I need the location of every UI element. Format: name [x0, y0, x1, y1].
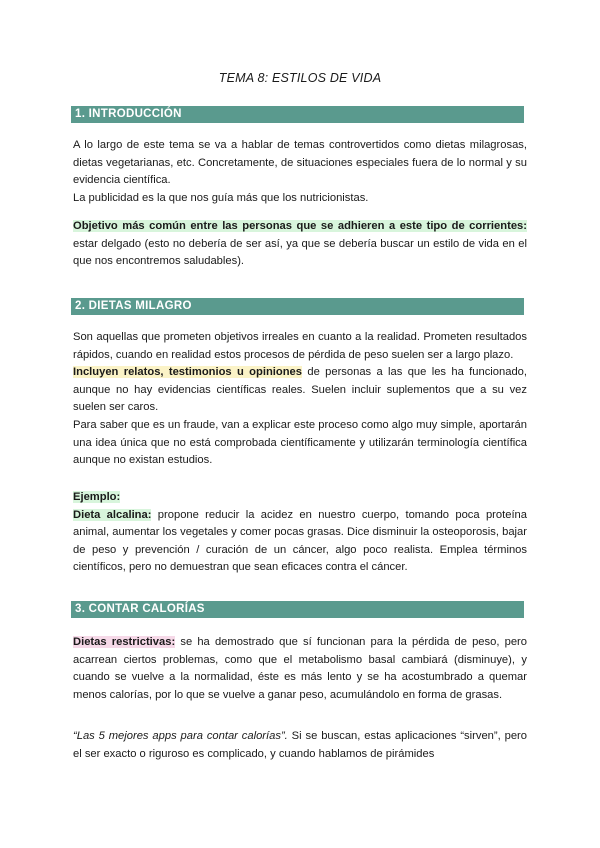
objective-text: estar delgado (esto no debería de ser así, ya que se debería buscar un estilo de vida en el que nos encontremos saludables). [73, 237, 527, 268]
milagro-paragraph [73, 329, 527, 470]
example-label: Ejemplo: [73, 491, 121, 503]
calorias-text-1: se ha demostrado que sí funcionan para la pérdida de peso, pero acarrean ciertos problemas, como que el metabolismo basal cambiará (disminuye), y cuando se vuelve a la normalidad, éste es más lento y se ha acostumbrado a quemar menos calorías, por lo que se vuelve a ganar peso, acumulándolo en forma de grasas. [73, 636, 527, 701]
dietas-restrictivas-highlight: Dietas restrictivas: [73, 636, 176, 648]
section-heading-contar-calorias: 3. CONTAR CALORÍAS [71, 601, 524, 618]
section-heading-introduccion: 1. INTRODUCCIÓN [71, 106, 524, 123]
testimonios-highlight: Incluyen relatos, testimonios u opiniones [73, 366, 302, 379]
calorias-paragraph [73, 634, 527, 704]
dieta-alcalina-highlight: Dieta alcalina: [73, 508, 152, 521]
apps-text: Si se buscan, estas aplicaciones “sirven”, pero el ser exacto o riguroso es complicado, y cuando hablamos de pirámides [73, 730, 527, 760]
example-paragraph [73, 489, 527, 577]
intro-text-2: La publicidad es la que nos guía más que los nutricionistas. [73, 191, 369, 204]
objective-highlight: Objetivo más común entre las personas que se adhieren a este tipo de corrientes: [73, 220, 527, 232]
example-text: propone reducir la acidez en nuestro cuerpo, tomando poca proteína animal, aumentar los vegetales y comer pocas grasas. Dice disminuir la osteoporosis, bajar de peso y prevención / curación de un cáncer, algo poco realista. Emplea términos científicos, pero no demuestran que sean eficaces contra el cáncer. [73, 508, 527, 574]
intro-objective-paragraph [73, 218, 527, 271]
page-title: TEMA 8: ESTILOS DE VIDA [218, 71, 382, 85]
apps-quote: “Las 5 mejores apps para contar calorías”. [73, 730, 288, 742]
intro-text-1: A lo largo de este tema se va a hablar de temas controvertidos como dietas milagrosas, dietas vegetarianas, etc. Concretamente, de situaciones especiales fuera de lo normal y su evidencia científica. [73, 139, 527, 187]
milagro-text-1: Son aquellas que prometen objetivos irreales en cuanto a la realidad. Prometen resultados rápidos, cuando en realidad estos procesos de pérdida de peso suelen ser a largo plazo. [73, 331, 527, 361]
intro-paragraph [73, 137, 527, 207]
apps-paragraph [73, 728, 527, 763]
milagro-text-3: Para saber que es un fraude, van a explicar este proceso como algo muy simple, aportarán una idea única que no está comprobada científicamente y utilizarán terminología científica aunque no existan estudios. [73, 418, 527, 467]
section-heading-dietas-milagro: 2. DIETAS MILAGRO [71, 298, 524, 315]
milagro-text-2: de personas a las que les ha funcionado, aunque no hay evidencias científicas reales. Suelen incluir suplementos que a su vez suelen ser caros. [73, 366, 527, 414]
